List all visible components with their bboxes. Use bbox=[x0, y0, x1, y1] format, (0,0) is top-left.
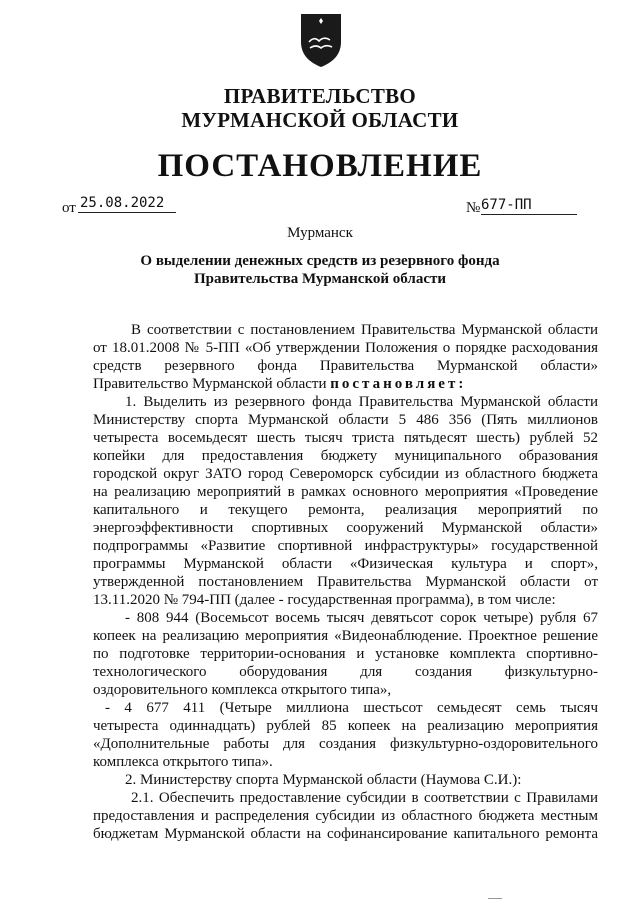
resolves-word: постановляет: bbox=[330, 376, 467, 392]
body-line-text: Правительство Мурманской области bbox=[93, 376, 327, 392]
body-line: оздоровительного комплекса открытого типа», bbox=[93, 682, 392, 698]
document-subject bbox=[0, 252, 640, 288]
org-name-line1: ПРАВИТЕЛЬСТВО bbox=[223, 84, 417, 108]
body-line: 13.11.2020 № 794-ПП (далее - государственная программа), в том числе: bbox=[93, 592, 556, 608]
body-line: программы Мурманской области «Физическая культура и спорт», bbox=[93, 556, 598, 572]
org-name-line2: МУРМАНСКОЙ ОБЛАСТИ bbox=[181, 108, 459, 132]
body-line: комплекса открытого типа». bbox=[93, 754, 273, 770]
body-line: утвержденной постановлением Правительства Мурманской области от bbox=[93, 574, 598, 590]
body-line: четыреста восемьдесят шесть тысяч триста пятьдесят шесть) рублей 52 bbox=[93, 430, 598, 446]
body-line: по подготовке территории-основания и установке комплекта спортивно- bbox=[93, 646, 598, 662]
body-line: - 808 944 (Восемьсот восемь тысяч девятьсот сорок четыре) рубля 67 bbox=[125, 610, 598, 626]
coat-of-arms-icon bbox=[298, 12, 344, 68]
body-line: подпрограммы «Развитие спортивной инфраструктуры» государственной bbox=[93, 538, 598, 554]
document-number: 677-ПП bbox=[481, 196, 577, 215]
body-line: 2.1. Обеспечить предоставление субсидии в соответствии с Правилами bbox=[131, 790, 598, 806]
body-line: предоставления и распределения субсидии из областного бюджета местным bbox=[93, 808, 598, 824]
body-line: 2. Министерству спорта Мурманской области (Наумова С.И.): bbox=[125, 772, 522, 788]
page-edge-mark bbox=[488, 898, 502, 903]
subject-line: О выделении денежных средств из резервного фонда bbox=[140, 253, 500, 269]
date-prefix: от bbox=[62, 200, 76, 216]
body-line: бюджетам Мурманской области на софинансирование капитального ремонта bbox=[93, 826, 598, 842]
body-line: городской округ ЗАТО город Североморск субсидии из областного бюджета bbox=[93, 466, 598, 482]
body-line: капитального и текущего ремонта, реализация мероприятий по bbox=[93, 502, 598, 518]
document-body bbox=[93, 321, 598, 843]
body-line: на реализацию мероприятий в рамках основного мероприятия «Проведение bbox=[93, 484, 598, 500]
body-line: средств резервного фонда Правительства Мурманской области» bbox=[93, 358, 598, 374]
body-line: копейки для предоставления бюджету муниципального образования bbox=[93, 448, 598, 464]
body-line: 1. Выделить из резервного фонда Правительства Мурманской области bbox=[125, 394, 598, 410]
document-date: 25.08.2022 bbox=[78, 194, 176, 213]
body-line: энергоэффективности спортивных сооружений Мурманской области» bbox=[93, 520, 598, 536]
body-line: технологического оборудования для создания физкультурно- bbox=[93, 664, 598, 680]
city-name: Мурманск bbox=[287, 225, 353, 241]
document-type-title: ПОСТАНОВЛЕНИЕ bbox=[157, 148, 483, 184]
body-line: от 18.01.2008 № 5-ПП «Об утверждении Положения о порядке расходования bbox=[93, 340, 598, 356]
body-line: - 4 677 411 (Четыре миллиона шестьсот семьдесят семь тысяч bbox=[105, 700, 598, 716]
date-number-row bbox=[62, 194, 582, 220]
body-line: «Дополнительные работы для создания физкультурно-оздоровительного bbox=[93, 736, 598, 752]
body-line bbox=[93, 375, 598, 393]
number-prefix: № bbox=[466, 200, 481, 216]
body-line: В соответствии с постановлением Правительства Мурманской области bbox=[131, 322, 598, 338]
body-line: копеек на реализацию мероприятия «Видеонаблюдение. Проектное решение bbox=[93, 628, 598, 644]
subject-line: Правительства Мурманской области bbox=[193, 271, 447, 287]
body-line: четыреста одиннадцать) рублей 85 копеек на реализацию мероприятия bbox=[93, 718, 598, 734]
body-line: Министерству спорта Мурманской области 5 486 356 (Пять миллионов bbox=[93, 412, 598, 428]
